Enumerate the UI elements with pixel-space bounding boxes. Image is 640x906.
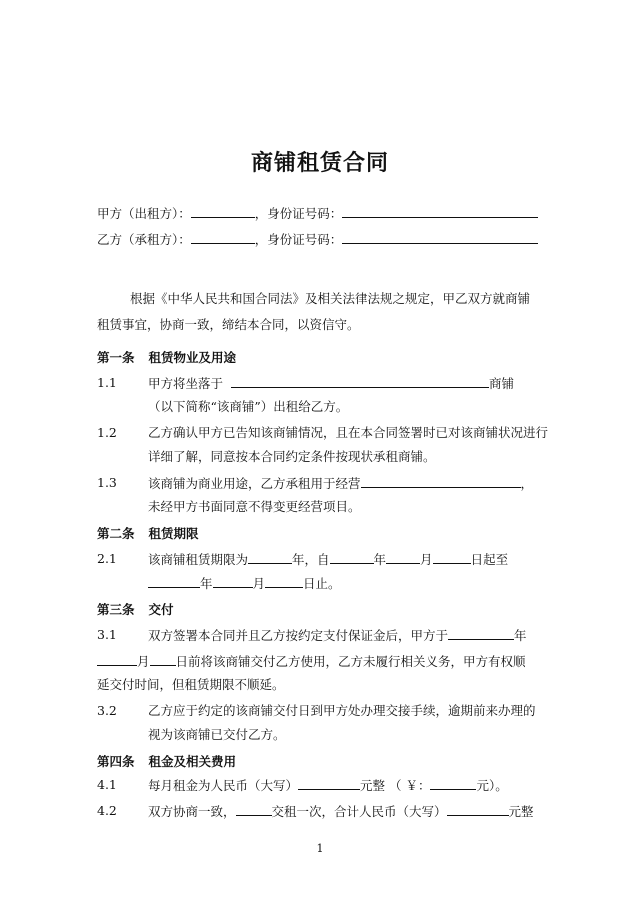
clause-3-1-text-d: 日前将该商铺交付乙方使用，乙方未履行相关义务，甲方有权顺 — [175, 654, 526, 669]
article-2-title: 租赁期限 — [148, 526, 199, 541]
clause-2-1-text-g: 月 — [252, 576, 266, 591]
party-a-line — [97, 204, 538, 223]
article-1-title: 租赁物业及用途 — [148, 350, 237, 365]
clause-1-2-line-1: 乙方确认甲方已告知该商铺情况，且在本合同签署时已对该商铺状况进行 — [148, 425, 549, 440]
party-b-id-label: ，身份证号码： — [254, 232, 343, 247]
clause-1-1-line-1 — [148, 374, 514, 393]
clause-4-2-line-1 — [148, 802, 534, 821]
clause-1-3-line-1 — [148, 474, 533, 493]
clause-2-1-text-b: 年，自 — [292, 552, 330, 567]
preamble-line-2: 租赁事宜，协商一致，缔结本合同，以资信守。 — [97, 317, 360, 332]
clause-4-2-text-a: 双方协商一致， — [148, 804, 236, 819]
clause-2-1-text-f: 年 — [200, 576, 213, 591]
clause-3-1-text-c: 月 — [137, 654, 150, 669]
clause-1-3-text-b: ， — [520, 476, 534, 491]
clause-1-1-line-2: （以下简称“该商铺”）出租给乙方。 — [148, 399, 349, 414]
term-years-blank — [248, 550, 292, 564]
page-title: 商铺租赁合同 — [250, 151, 389, 176]
clause-4-2-text-b: 交租一次，合计人民币（大写） — [271, 804, 447, 819]
clause-4-1-number: 4.1 — [97, 777, 117, 792]
article-2-number: 第二条 — [97, 526, 135, 541]
clause-1-3-text-a: 该商铺为商业用途，乙方承租用于经营 — [148, 476, 361, 491]
clause-3-2-number: 3.2 — [97, 703, 117, 718]
clause-3-1-line-2 — [97, 652, 526, 671]
delivery-month-blank — [97, 652, 137, 666]
start-year-blank — [330, 550, 374, 564]
clause-1-3-line-2: 未经甲方书面同意不得变更经营项目。 — [148, 499, 361, 514]
clause-3-2-line-1: 乙方应于约定的该商铺交付日到甲方处办理交接手续，逾期前来办理的 — [148, 703, 536, 718]
monthly-rent-words-blank — [298, 776, 360, 790]
article-4-title: 租金及相关费用 — [148, 754, 237, 769]
article-2-heading — [97, 524, 199, 542]
article-3-number: 第三条 — [97, 602, 135, 617]
party-a-label: 甲方（出租方）： — [97, 206, 191, 221]
delivery-day-blank — [150, 652, 176, 666]
clause-2-1-text-h: 日止。 — [303, 576, 341, 591]
clause-4-2-number: 4.2 — [97, 803, 117, 818]
clause-1-3-number: 1.3 — [97, 475, 117, 490]
clause-2-1-number: 2.1 — [97, 551, 117, 566]
clause-4-1-line-1 — [148, 776, 508, 795]
clause-3-1-text-b: 年 — [514, 628, 527, 643]
clause-4-1-text-a: 每月租金为人民币（大写） — [148, 778, 299, 793]
article-1-heading — [97, 348, 236, 366]
clause-4-2-text-c: 元整 — [508, 804, 534, 819]
clause-2-1-text-a: 该商铺租赁期限为 — [148, 552, 249, 567]
business-scope-blank — [361, 474, 521, 488]
clause-4-1-text-c: 元）。 — [476, 778, 508, 793]
party-b-label: 乙方（承租方）： — [97, 232, 191, 247]
clause-3-1-number: 3.1 — [97, 627, 117, 642]
party-a-id-label: ，身份证号码： — [254, 206, 343, 221]
article-3-title: 交付 — [148, 602, 174, 617]
clause-2-1-text-d: 月 — [420, 552, 433, 567]
party-b-line — [97, 230, 538, 249]
preamble-line-1: 根据《中华人民共和国合同法》及相关法律法规之规定，甲乙双方就商铺 — [130, 291, 531, 306]
article-4-heading — [97, 752, 236, 770]
party-a-id-blank — [342, 204, 538, 218]
monthly-rent-figures-blank — [430, 776, 476, 790]
clause-3-2-line-2: 视为该商铺已交付乙方。 — [148, 727, 286, 742]
clause-1-1-text-b: 商铺 — [488, 376, 514, 391]
party-b-id-blank — [342, 230, 538, 244]
location-blank — [231, 374, 489, 388]
clause-3-1-text-a: 双方签署本合同并且乙方按约定支付保证金后，甲方于 — [148, 628, 449, 643]
clause-2-1-text-e: 日起至 — [470, 552, 509, 567]
party-a-name-blank — [191, 204, 255, 218]
clause-1-1-text-a: 甲方将坐落于 — [148, 376, 224, 391]
clause-1-1-number: 1.1 — [97, 375, 117, 390]
article-4-number: 第四条 — [97, 754, 135, 769]
clause-1-2-line-2: 详细了解，同意按本合同约定条件按现状承租商铺。 — [148, 449, 436, 464]
clause-2-1-line-1 — [148, 550, 508, 569]
clause-2-1-text-c: 年 — [373, 552, 387, 567]
start-day-blank — [433, 550, 471, 564]
payment-interval-blank — [236, 802, 272, 816]
end-year-blank — [148, 574, 200, 588]
delivery-year-blank — [448, 626, 514, 640]
total-amount-blank — [447, 802, 509, 816]
page-number: 1 — [316, 842, 324, 855]
article-1-number: 第一条 — [97, 350, 135, 365]
article-3-heading — [97, 600, 174, 618]
clause-3-1-line-3: 延交付时间，但租赁期限不顺延。 — [97, 677, 285, 692]
clause-3-1-line-1 — [148, 626, 527, 645]
start-month-blank — [386, 550, 420, 564]
clause-1-2-number: 1.2 — [97, 425, 117, 440]
end-day-blank — [265, 574, 303, 588]
clause-2-1-line-2 — [148, 574, 341, 593]
clause-4-1-text-b: 元整 （ ￥： — [360, 778, 431, 793]
end-month-blank — [213, 574, 253, 588]
party-b-name-blank — [191, 230, 255, 244]
